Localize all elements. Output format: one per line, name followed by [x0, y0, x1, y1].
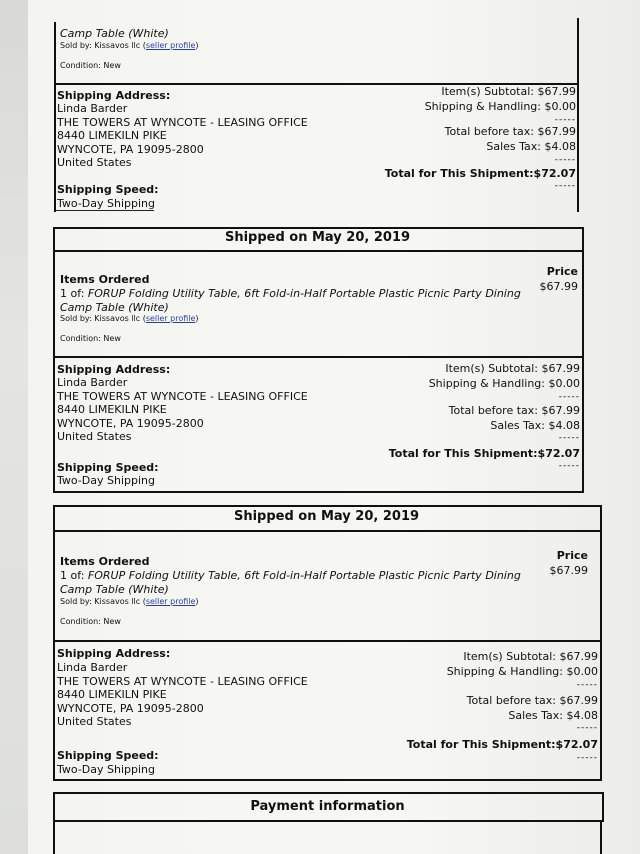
shipment-header-divider [53, 530, 600, 532]
before-tax-row: Total before tax: $67.99 [466, 694, 598, 707]
shipping-address-label: Shipping Address: [57, 89, 171, 102]
payment-header: Payment information [250, 799, 405, 814]
items-ordered-label: Items Ordered [60, 273, 150, 286]
shipping-speed: Two-Day Shipping [57, 197, 156, 210]
item-price: $67.99 [539, 280, 578, 293]
before-tax-row: Total before tax: $67.99 [448, 404, 580, 417]
shipping-speed-label: Shipping Speed: [57, 461, 159, 474]
shipping-address-label: Shipping Address: [57, 647, 171, 660]
border-left [53, 820, 55, 854]
shipping-speed: Two-Day Shipping [57, 474, 156, 487]
item-title: FORUP Folding Utility Table, 6ft Fold-in-Half Portable Plastic Picnic Party Dining [87, 287, 521, 300]
dash-separator: ----- [558, 433, 580, 443]
item-title: FORUP Folding Utility Table, 6ft Fold-in-Half Portable Plastic Picnic Party Dining [87, 569, 521, 582]
sales-tax-row: Sales Tax: $4.08 [490, 419, 580, 432]
shipment-header: Shipped on May 20, 2019 [224, 230, 411, 245]
shipment-total-row: Total for This Shipment:$72.07 [388, 447, 580, 460]
item-price: $67.99 [549, 564, 588, 577]
seller-profile-link[interactable]: seller profile [145, 597, 196, 606]
shipment-total-row: Total for This Shipment:$72.07 [384, 167, 576, 180]
dash-separator: ----- [554, 155, 576, 165]
sold-by: Sold by: Kissavos llc (seller profile) [60, 597, 199, 606]
shipment-header: Shipped on May 20, 2019 [233, 509, 420, 524]
dash-separator: ----- [576, 723, 598, 733]
dash-separator: ----- [576, 753, 598, 763]
condition: Condition: New [60, 61, 121, 70]
dash-separator: ----- [554, 115, 576, 125]
dash-separator: ----- [576, 680, 598, 690]
border-right [577, 18, 579, 212]
subtotal-row: Item(s) Subtotal: $67.99 [441, 85, 576, 98]
subtotal-row: Item(s) Subtotal: $67.99 [445, 362, 580, 375]
payment-header-divider [53, 820, 602, 822]
shipping-handling-row: Shipping & Handling: $0.00 [424, 100, 576, 113]
shipping-address: Linda Barder THE TOWERS AT WYNCOTE - LEASING OFFICE 8440 LIMEKILN PIKE WYNCOTE, PA 19095-2800 United States [57, 102, 308, 169]
sales-tax-row: Sales Tax: $4.08 [486, 140, 576, 153]
condition: Condition: New [60, 334, 121, 343]
price-label: Price [546, 265, 578, 278]
shipping-handling-row: Shipping & Handling: $0.00 [428, 377, 580, 390]
seller-profile-link[interactable]: seller profile [145, 314, 196, 323]
sold-by: Sold by: Kissavos llc (seller profile) [60, 314, 199, 323]
sales-tax-row: Sales Tax: $4.08 [508, 709, 598, 722]
divider [53, 356, 582, 358]
shipment-total-row: Total for This Shipment:$72.07 [406, 738, 598, 751]
subtotal-row: Item(s) Subtotal: $67.99 [463, 650, 598, 663]
item-title-continued: Camp Table (White) [60, 27, 169, 40]
shipping-handling-row: Shipping & Handling: $0.00 [446, 665, 598, 678]
shipping-speed-label: Shipping Speed: [57, 183, 159, 196]
divider [53, 640, 600, 642]
shipping-address: Linda Barder THE TOWERS AT WYNCOTE - LEASING OFFICE 8440 LIMEKILN PIKE WYNCOTE, PA 19095-2800 United States [57, 661, 308, 728]
shipping-address: Linda Barder THE TOWERS AT WYNCOTE - LEASING OFFICE 8440 LIMEKILN PIKE WYNCOTE, PA 19095-2800 United States [57, 376, 308, 443]
dash-separator: ----- [554, 181, 576, 191]
item-title-continued: Camp Table (White) [60, 301, 169, 314]
seller-profile-link[interactable]: seller profile [145, 41, 196, 50]
dash-separator: ----- [558, 392, 580, 402]
item-line: 1 of: FORUP Folding Utility Table, 6ft Fold-in-Half Portable Plastic Picnic Party Dining [60, 569, 521, 582]
before-tax-row: Total before tax: $67.99 [444, 125, 576, 138]
shipping-speed-label: Shipping Speed: [57, 749, 159, 762]
condition: Condition: New [60, 617, 121, 626]
item-title-continued: Camp Table (White) [60, 583, 169, 596]
shipment-header-divider [53, 250, 582, 252]
border-left [54, 22, 56, 212]
dash-separator: ----- [558, 461, 580, 471]
shipping-address-label: Shipping Address: [57, 363, 171, 376]
items-ordered-label: Items Ordered [60, 555, 150, 568]
sold-by: Sold by: Kissavos llc (seller profile) [60, 41, 199, 50]
price-label: Price [556, 549, 588, 562]
border-right [600, 820, 602, 854]
shipping-speed: Two-Day Shipping [57, 763, 156, 776]
speed-underline [54, 210, 154, 211]
item-line: 1 of: FORUP Folding Utility Table, 6ft Fold-in-Half Portable Plastic Picnic Party Dining [60, 287, 521, 300]
